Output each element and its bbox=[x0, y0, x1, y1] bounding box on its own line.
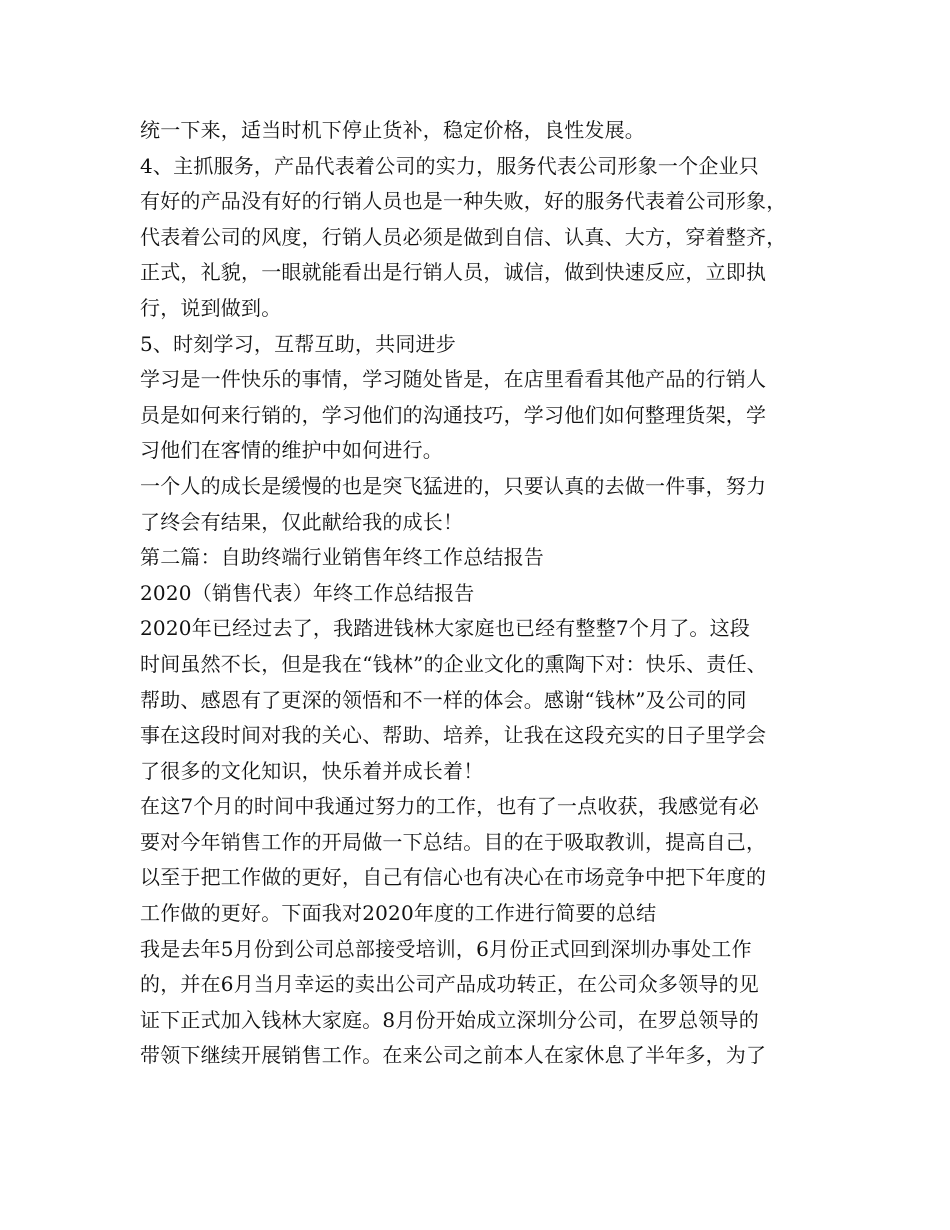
text-line: 在这7个月的时间中我通过努力的工作，也有了一点收获，我感觉有必 bbox=[140, 794, 759, 819]
text-line: 了很多的文化知识，快乐着并成长着！ bbox=[140, 758, 484, 783]
text-line: 我是去年5月份到公司总部接受培训，6月份正式回到深圳办事处工作 bbox=[140, 936, 752, 961]
text-line: 了终会有结果，仅此献给我的成长！ bbox=[140, 509, 464, 534]
text-line: 2020年已经过去了，我踏进钱林大家庭也已经有整整7个月了。这段 bbox=[140, 616, 751, 641]
text-line: 带领下继续开展销售工作。在来公司之前本人在家休息了半年多，为了 bbox=[140, 1043, 767, 1068]
text-line: 行，说到做到。 bbox=[140, 295, 282, 320]
text-line: 时间虽然不长，但是我在“钱林”的企业文化的熏陶下对：快乐、责任、 bbox=[140, 651, 767, 676]
text-line: 代表着公司的风度，行销人员必须是做到自信、认真、大方，穿着整齐， bbox=[140, 224, 787, 249]
text-line: 学习是一件快乐的事情，学习随处皆是，在店里看看其他产品的行销人 bbox=[140, 367, 767, 392]
text-line: 员是如何来行销的，学习他们的沟通技巧，学习他们如何整理货架，学 bbox=[140, 402, 767, 427]
section-heading: 5、时刻学习，互帮互助，共同进步 bbox=[140, 331, 456, 356]
document-body bbox=[140, 113, 830, 1074]
text-line: 证下正式加入钱林大家庭。8月份开始成立深圳分公司，在罗总领导的 bbox=[140, 1007, 759, 1032]
text-line: 一个人的成长是缓慢的也是突飞猛进的，只要认真的去做一件事，努力 bbox=[140, 473, 767, 498]
chapter-title: 第二篇：自助终端行业销售年终工作总结报告 bbox=[140, 545, 544, 570]
text-line: 4、主抓服务，产品代表着公司的实力，服务代表公司形象一个企业只 bbox=[140, 153, 759, 178]
text-line: 帮助、感恩有了更深的领悟和不一样的体会。感谢“钱林”及公司的同 bbox=[140, 687, 747, 712]
text-line: 要对今年销售工作的开局做一下总结。目的在于吸取教训，提高自己， bbox=[140, 829, 767, 854]
text-line: 以至于把工作做的更好，自己有信心也有决心在市场竞争中把下年度的 bbox=[140, 865, 767, 890]
text-line: 有好的产品没有好的行销人员也是一种失败，好的服务代表着公司形象， bbox=[140, 189, 787, 214]
text-line: 正式，礼貌，一眼就能看出是行销人员，诚信，做到快速反应，立即执 bbox=[140, 260, 767, 285]
text-line: 习他们在客情的维护中如何进行。 bbox=[140, 438, 443, 463]
text-line: 工作做的更好。下面我对2020年度的工作进行简要的总结 bbox=[140, 901, 657, 926]
text-line: 的，并在6月当月幸运的卖出公司产品成功转正，在公司众多领导的见 bbox=[140, 972, 759, 997]
text-line: 事在这段时间对我的关心、帮助、培养，让我在这段充实的日子里学会 bbox=[140, 723, 767, 748]
text-line: 统一下来，适当时机下停止货补，稳定价格，良性发展。 bbox=[140, 118, 645, 142]
report-title: 2020（销售代表）年终工作总结报告 bbox=[140, 580, 475, 605]
